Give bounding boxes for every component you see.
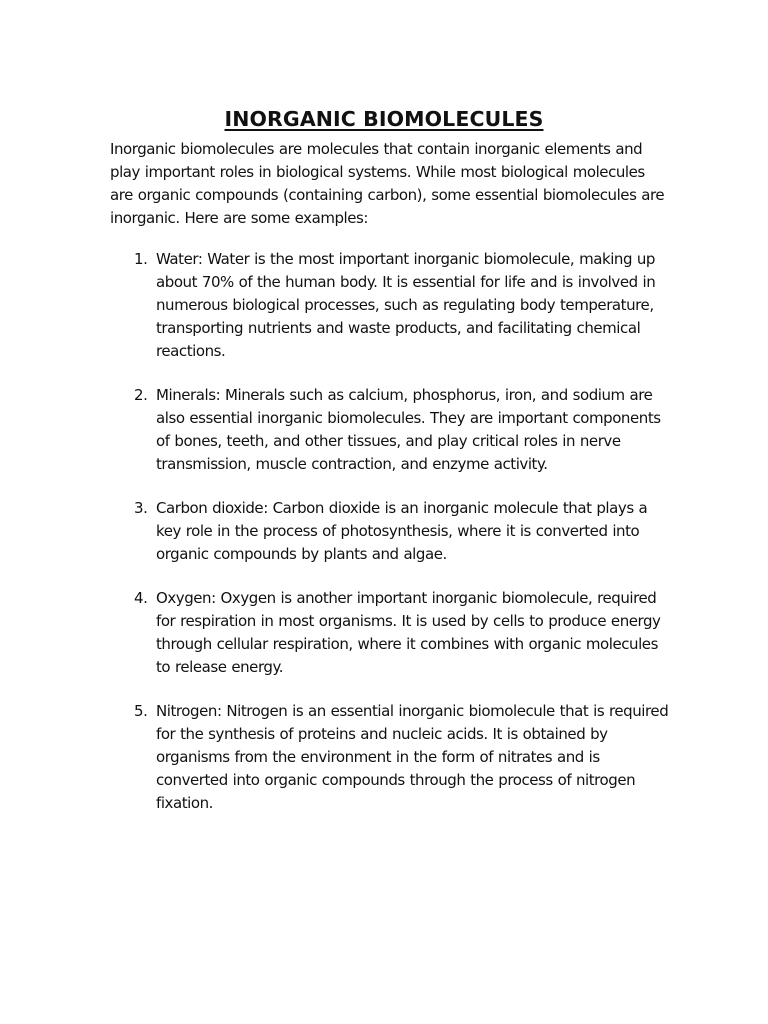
list-item-text: Minerals: Minerals such as calcium, phosphorus, iron, and sodium are also essential inorganic biomolecules. They are important components of bones, teeth, and other tissues, and play critical roles in nerve transmission, muscle contraction, and enzyme activity. [156,386,661,473]
examples-list [110,248,670,815]
list-item-text: Carbon dioxide: Carbon dioxide is an inorganic molecule that plays a key role in the process of photosynthesis, where it is converted into organic compounds by plants and algae. [156,499,648,563]
list-item-minerals [110,384,670,476]
list-item-text: Water: Water is the most important inorganic biomolecule, making up about 70% of the human body. It is essential for life and is involved in numerous biological processes, such as regulating body temperature, transporting nutrients and waste products, and facilitating chemical reactions. [156,250,656,360]
list-item-text: Nitrogen: Nitrogen is an essential inorganic biomolecule that is required for the synthesis of proteins and nucleic acids. It is obtained by organisms from the environment in the form of nitrates and is converted into organic compounds through the process of nitrogen fixation. [156,702,669,812]
list-item-oxygen [110,587,670,679]
intro-paragraph: Inorganic biomolecules are molecules that contain inorganic elements and play important roles in biological systems. While most biological molecules are organic compounds (containing carbon), some essential biomolecules are inorganic. Here are some examples: [110,140,665,227]
list-item-carbon-dioxide [110,497,670,566]
list-item-number: 5. [134,702,148,720]
list-item-number: 3. [134,499,148,517]
list-item-number: 2. [134,386,148,404]
list-item-number: 1. [134,250,148,268]
document-title: INORGANIC BIOMOLECULES [224,106,544,131]
list-item-number: 4. [134,589,148,607]
list-item-text: Oxygen: Oxygen is another important inorganic biomolecule, required for respiration in most organisms. It is used by cells to produce energy through cellular respiration, where it combines with organic molecules to release energy. [156,589,661,676]
list-item-water [110,248,670,363]
list-item-nitrogen [110,700,670,815]
